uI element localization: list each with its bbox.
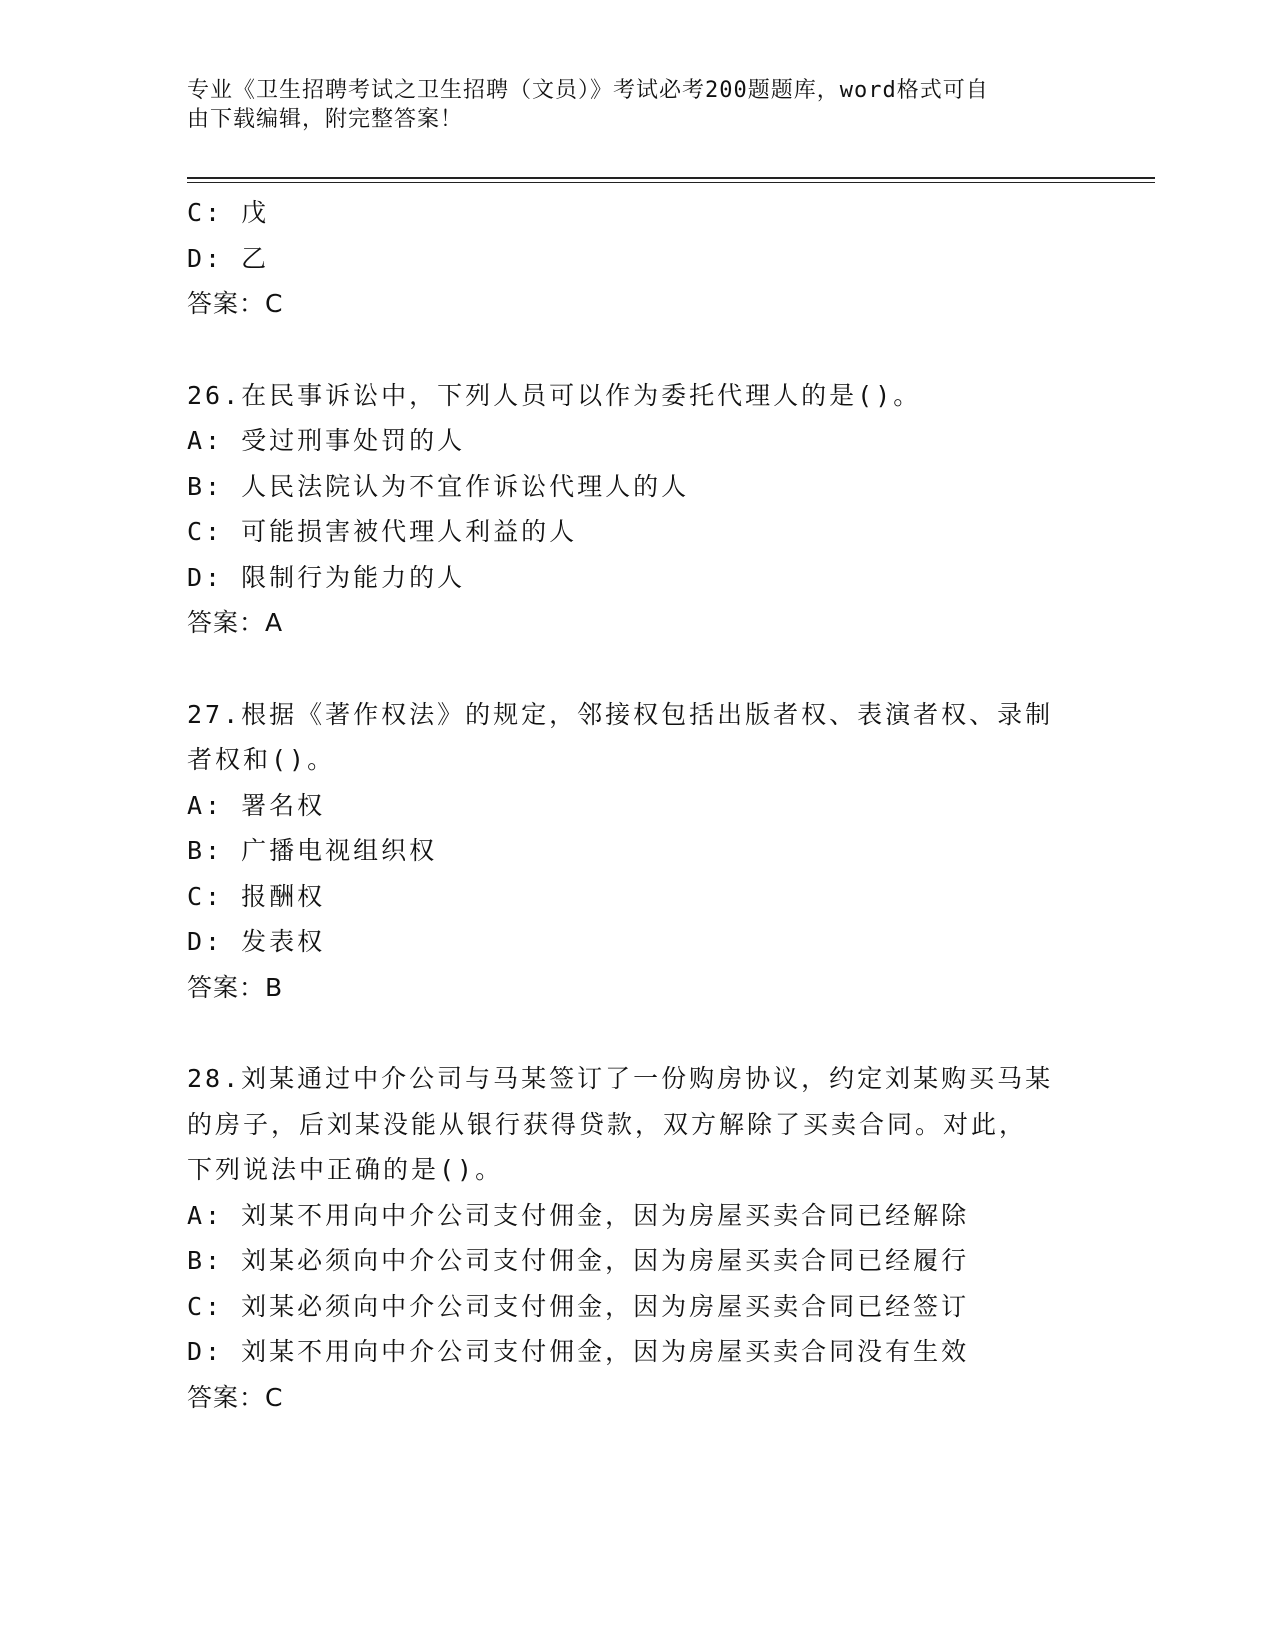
option-c: C: 刘某必须向中介公司支付佣金，因为房屋买卖合同已经签订 (187, 1291, 970, 1321)
question-stem-line-3: 下列说法中正确的是()。 (187, 1155, 504, 1184)
header-rule-thin (187, 182, 1155, 183)
header-line-1: 专业《卫生招聘考试之卫生招聘（文员）》考试必考200题题库，word格式可自 (187, 78, 989, 103)
question-content (187, 190, 1067, 1420)
document-header (187, 76, 1067, 134)
option-b: B: 广播电视组织权 (187, 836, 438, 865)
option-c: C: 戊 (187, 198, 270, 227)
option-b: B: 人民法院认为不宜作诉讼代理人的人 (187, 471, 690, 501)
question-28 (187, 1056, 1067, 1420)
prev-question-block (187, 190, 1067, 327)
option-b: B: 刘某必须向中介公司支付佣金，因为房屋买卖合同已经履行 (187, 1246, 970, 1275)
question-stem-line-1: 28.刘某通过中介公司与马某签订了一份购房协议，约定刘某购买马某 (187, 1064, 1054, 1093)
question-stem-line-1: 27.根据《著作权法》的规定，邻接权包括出版者权、表演者权、录制 (187, 699, 1054, 729)
option-a: A: 受过刑事处罚的人 (187, 426, 466, 455)
question-stem-line-2: 的房子，后刘某没能从银行获得贷款，双方解除了买卖合同。对此， (187, 1109, 1028, 1139)
answer-line: 答案：C (187, 1382, 284, 1412)
answer-line: 答案：A (187, 608, 284, 637)
header-rule-thick (187, 177, 1155, 179)
question-stem-line-2: 者权和()。 (187, 745, 336, 774)
question-26 (187, 373, 1067, 646)
option-d: D: 发表权 (187, 927, 326, 956)
answer-line: 答案：B (187, 972, 284, 1002)
question-27 (187, 692, 1067, 1011)
option-d: D: 限制行为能力的人 (187, 562, 466, 592)
option-d: D: 乙 (187, 243, 270, 273)
option-c: C: 报酬权 (187, 881, 326, 911)
answer-line: 答案：C (187, 289, 284, 318)
option-d: D: 刘某不用向中介公司支付佣金，因为房屋买卖合同没有生效 (187, 1337, 970, 1366)
header-line-2: 由下载编辑，附完整答案！ (187, 107, 464, 132)
option-a: A: 署名权 (187, 790, 326, 820)
question-stem: 26.在民事诉讼中，下列人员可以作为委托代理人的是()。 (187, 380, 922, 410)
option-a: A: 刘某不用向中介公司支付佣金，因为房屋买卖合同已经解除 (187, 1200, 970, 1230)
option-c: C: 可能损害被代理人利益的人 (187, 517, 578, 546)
